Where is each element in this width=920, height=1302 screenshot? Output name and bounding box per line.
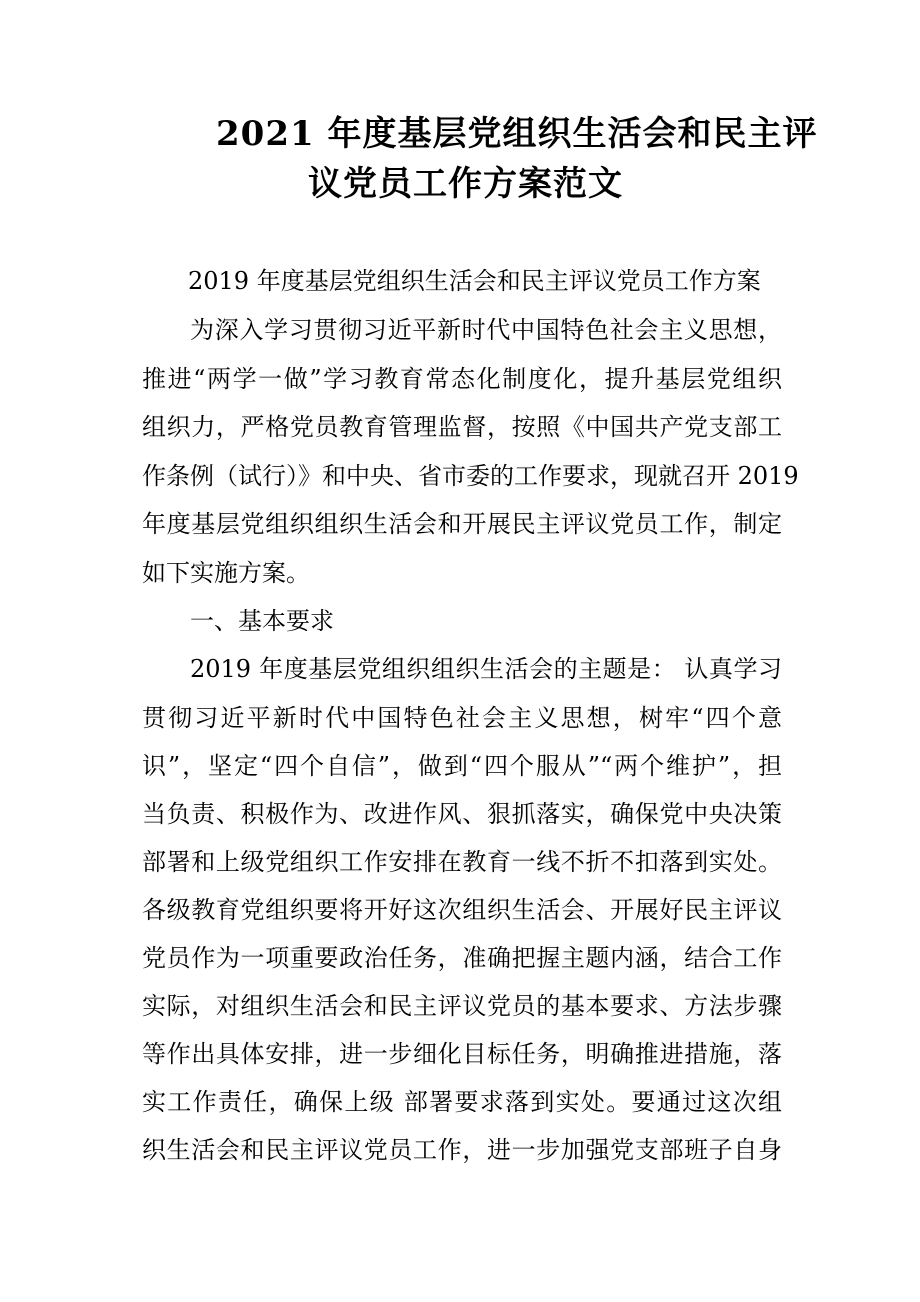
section-heading: 一、基本要求 [190, 607, 334, 635]
subtitle-line: 2019 年度基层党组织生活会和民主评议党员工作方案 [188, 267, 761, 295]
paragraph-line: 2019 年度基层党组织组织生活会的主题是： 认真学习 [190, 655, 782, 683]
paragraph-line: 贯彻习近平新时代中国特色社会主义思想，树牢“四个意 [142, 704, 782, 732]
paragraph-line: 组织力，严格党员教育管理监督，按照《中国共产党支部工 [142, 413, 782, 441]
paragraph-line: 等作出具体安排，进一步细化目标任务，明确推进措施，落 [142, 1040, 782, 1068]
paragraph-line: 作条例（试行）》和中央、省市委的工作要求，现就召开 2019 [142, 462, 799, 490]
paragraph-line: 实工作责任，确保上级 部署要求落到实处。要通过这次组 [142, 1088, 782, 1116]
document-title-line-2: 议党员工作方案范文 [308, 164, 623, 204]
paragraph-line: 部署和上级党组织工作安排在教育一线不折不扣落到实处。 [142, 848, 782, 876]
paragraph-line: 实际，对组织生活会和民主评议党员的基本要求、方法步骤 [142, 992, 782, 1020]
paragraph-line: 识”，坚定“四个自信”，做到“四个服从”“两个维护”，担 [142, 752, 782, 780]
paragraph-line: 如下实施方案。 [142, 559, 310, 587]
paragraph-line: 党员作为一项重要政治任务，准确把握主题内涵，结合工作 [142, 944, 782, 972]
paragraph-line: 年度基层党组织组织生活会和开展民主评议党员工作，制定 [142, 510, 782, 538]
paragraph-line: 各级教育党组织要将开好这次组织生活会、开展好民主评议 [142, 896, 782, 924]
document-title-line-1: 2021 年度基层党组织生活会和民主评 [216, 114, 818, 154]
paragraph-line: 推进“两学一做”学习教育常态化制度化，提升基层党组织 [142, 365, 782, 393]
paragraph-line: 织生活会和民主评议党员工作，进一步加强党支部班子自身 [142, 1136, 782, 1164]
paragraph-line: 当负责、积极作为、改进作风、狠抓落实，确保党中央决策 [142, 800, 782, 828]
paragraph-line: 为深入学习贯彻习近平新时代中国特色社会主义思想， [190, 316, 782, 344]
